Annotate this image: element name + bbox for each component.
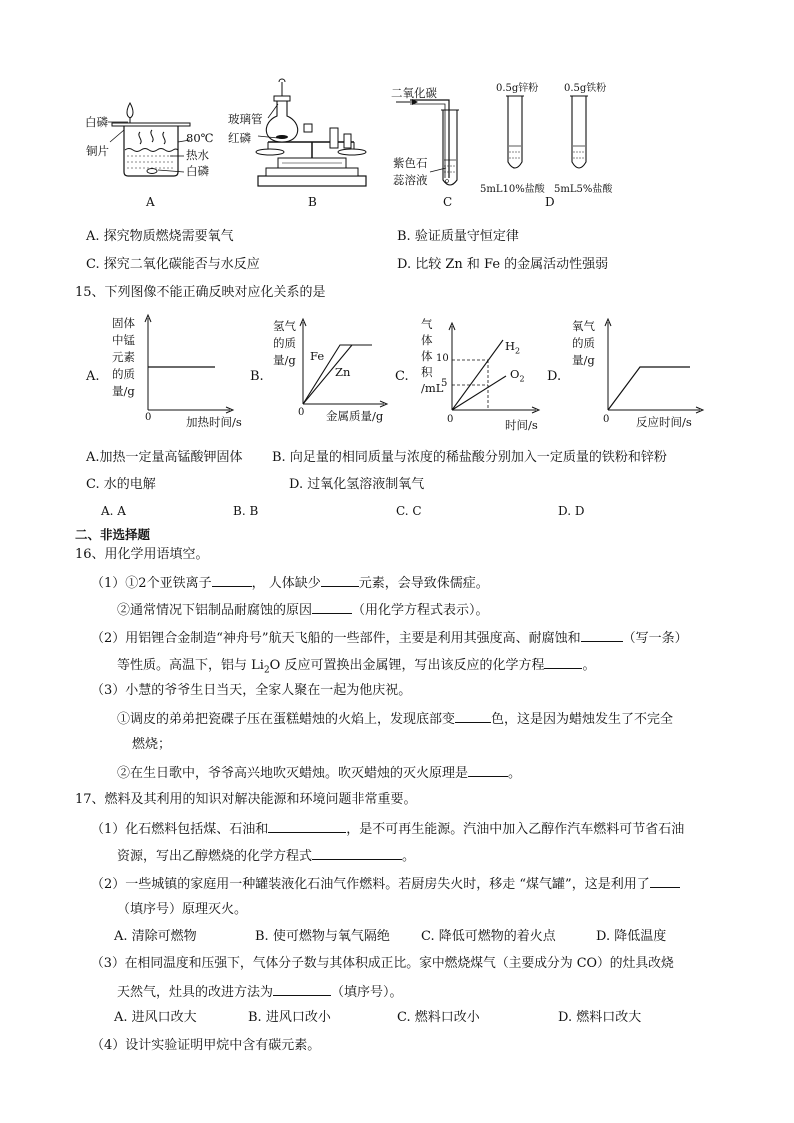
q16-part1a-text1: 2个亚铁离子 [138, 576, 212, 591]
label-boliguan: 玻璃管 [228, 112, 263, 126]
graph-d-xlabel: 反应时间/s [636, 415, 692, 429]
q16-part2-text2: （写一条） [622, 631, 688, 646]
graph-b-ylabel-line: 的质 [273, 336, 296, 350]
q17-part3-text2: （填序号）。 [331, 985, 403, 1000]
q17-part1-line1 [91, 819, 684, 839]
q17-part3-option-b: B. 进风口改小 [248, 1010, 331, 1025]
q16-part2-text4: O 反应可置换出金属锂，写出该反应的化学方程 [269, 658, 545, 673]
q17-part3-text1: 天然气，灶具的改进方法为 [117, 985, 274, 1000]
graph-d-ylabel-line: 的质 [572, 336, 595, 350]
q16-part3: （3）小慧的爷爷生日当天，全家人聚在一起为他庆祝。 [91, 683, 412, 698]
label-tongpian: 铜片 [86, 144, 109, 158]
graph-b-fe-label: Fe [310, 349, 325, 363]
q16-part3a-line1 [117, 709, 673, 729]
graph-b-origin: 0 [298, 407, 305, 418]
q17-part1-text1: （1）化石燃料包括煤、石油和 [91, 822, 269, 837]
q17-part4: （4）设计实验证明甲烷中含有碳元素。 [91, 1038, 321, 1053]
q16-part2-subscript: 2 [263, 665, 270, 676]
q15-desc-d: D. 过氧化氢溶液制氧气 [289, 477, 425, 492]
graph-c-ylabel-line: /mL [421, 381, 444, 395]
label-reshui: 热水 [186, 148, 209, 162]
graph-c-ylabel-line: 气 [421, 317, 433, 331]
graph-a-ylabel-line: 的质 [112, 367, 135, 381]
q17-part2-option-d: D. 降低温度 [596, 929, 667, 944]
section-2-heading: 二、非选择题 [75, 527, 151, 542]
label-ruiye: 蕊溶液 [393, 173, 428, 187]
label-bailin-top: 白磷 [85, 115, 108, 129]
answer-blank[interactable] [650, 874, 680, 888]
graph-d-ylabel-line: 量/g [572, 353, 595, 367]
q15-desc-a: A.加热一定量高锰酸钾固体 [86, 450, 243, 465]
q16-part3b-text2: 。 [508, 766, 522, 781]
q14-option-d: D. 比较 Zn 和 Fe 的金属活动性强弱 [397, 257, 609, 272]
answer-blank[interactable] [468, 763, 508, 777]
graph-b-ylabel-line: 氢气 [273, 319, 296, 333]
q15-choice-b: B. B [233, 504, 259, 518]
graph-a-letter: A. [86, 369, 100, 384]
q16-part2-text5: 。 [582, 658, 596, 673]
graph-c-tick-5: 5 [441, 378, 448, 389]
answer-blank[interactable] [544, 655, 582, 669]
q16-part3b-number: ② [117, 766, 131, 781]
q17-part1-text2: ，是不可再生能源。汽油中加入乙醇作汽车燃料可节省石油 [346, 822, 685, 837]
answer-blank[interactable] [581, 628, 623, 642]
q17-part3-line2 [117, 982, 403, 1002]
q16-part1a-text3: 元素，会导致侏儒症。 [358, 576, 489, 591]
q17-part2-text1: （2）一些城镇的家庭用一种罐装液化石油气作燃料。若厨房失火时，移走 “煤气罐”，这是利用了 [91, 877, 650, 892]
graph-d-axes [0, 0, 794, 440]
graph-c-letter: C. [395, 369, 409, 384]
q14-option-c: C. 探究二氧化碳能否与水反应 [86, 257, 260, 272]
q17-part1-text3: 资源，写出乙醇燃烧的化学方程式 [117, 849, 313, 864]
graph-d-ylabel [572, 318, 602, 369]
q17-part3-option-a: A. 进风口改大 [114, 1010, 197, 1025]
q14-option-a: A. 探究物质燃烧需要氧气 [86, 229, 234, 244]
q17-part3-option-c: C. 燃料口改小 [397, 1010, 480, 1025]
q16-part1a-text2: ， 人体缺少 [251, 576, 321, 591]
q16-part3a-text2: 色，这是因为蜡烛发生了不完全 [491, 712, 674, 727]
q16-part2-line2 [117, 655, 595, 680]
q16-part1b [117, 600, 489, 620]
q17-part2-option-a: A. 清除可燃物 [114, 929, 197, 944]
graph-d-origin: 0 [603, 414, 610, 425]
graph-b-ylabel-line: 量/g [273, 353, 296, 367]
label-bailin-bottom: 白磷 [186, 164, 209, 178]
graph-a-xlabel: 加热时间/s [186, 415, 242, 429]
label-iron: 0.5g铁粉 [564, 83, 607, 94]
answer-blank[interactable] [268, 819, 346, 833]
graph-a-ylabel-line: 量/g [112, 384, 135, 398]
graph-d-letter: D. [547, 369, 562, 384]
q16-part3a-line2: 燃烧； [132, 737, 172, 752]
q16-part1a-number: ① [125, 576, 139, 591]
graph-a-ylabel-line: 元素 [112, 350, 135, 364]
graph-c-o2-symbol: O [510, 367, 520, 381]
answer-blank[interactable] [321, 573, 359, 587]
q17-part1-text4: 。 [402, 849, 416, 864]
q14-option-b: B. 验证质量守恒定律 [397, 229, 519, 244]
graph-c-xlabel: 时间/s [505, 418, 538, 432]
q16-part2-text1: （2）用铝锂合金制造“神舟号”航天飞船的一些部件，主要是利用其强度高、耐腐蚀和 [91, 631, 581, 646]
q16-part3b [117, 763, 521, 783]
q16-stem: 16、用化学用语填空。 [75, 547, 209, 562]
q17-part1-line2 [117, 846, 415, 866]
answer-blank[interactable] [273, 982, 331, 996]
q16-part3a-text1: 调皮的弟弟把瓷碟子压在蛋糕蜡烛的火焰上，发现底部变 [130, 712, 456, 727]
label-acid2: 5mL5%盐酸 [554, 184, 613, 195]
q16-part2-text3: 等性质。高温下，铝与 Li [117, 658, 264, 673]
label-co2: 二氧化碳 [391, 86, 437, 100]
q16-part1a [91, 573, 489, 593]
q15-choice-c: C. C [396, 504, 422, 518]
graph-b-letter: B. [250, 369, 264, 384]
graph-b-zn-label: Zn [335, 365, 351, 379]
graph-c-origin: 0 [447, 414, 454, 425]
q17-part2-option-c: C. 降低可燃物的着火点 [421, 929, 556, 944]
graph-c-h2-subscript: 2 [515, 346, 521, 356]
q15-choice-d: D. D [558, 504, 585, 518]
figure-14b-letter: B [308, 195, 317, 209]
answer-blank[interactable] [312, 600, 352, 614]
figure-14c-letter: C [443, 195, 453, 209]
q15-desc-b: B. 向足量的相同质量与浓度的稀盐酸分别加入一定质量的铁粉和锌粉 [272, 450, 667, 465]
q17-part2-option-b: B. 使可燃物与氧气隔绝 [255, 929, 390, 944]
q16-part3a-number: ① [117, 712, 131, 727]
q15-desc-c: C. 水的电解 [86, 477, 156, 492]
q16-part1a-prefix: （1） [91, 576, 126, 591]
graph-a-ylabel-line: 中锰 [112, 333, 135, 347]
label-zise: 紫色石 [393, 156, 428, 170]
figure-14a-letter: A [146, 195, 155, 209]
label-temp: 80℃ [186, 131, 214, 145]
graph-c-ylabel-line: 积 [421, 365, 433, 379]
answer-blank[interactable] [212, 573, 252, 587]
q17-stem: 17、燃料及其利用的知识对解决能源和环境问题非常重要。 [75, 792, 417, 807]
graph-c-ylabel-line: 体 [421, 333, 433, 347]
q17-part3-line1: （3）在相同温度和压强下，气体分子数与其体积成正比。家中燃烧煤气（主要成分为 CO）的灶具改烧 [91, 956, 674, 971]
graph-d-ylabel-line: 氧气 [572, 319, 595, 333]
q17-part3-option-d: D. 燃料口改大 [558, 1010, 642, 1025]
q16-part3b-text1: 在生日歌中，爷爷高兴地吹灭蜡烛。吹灭蜡烛的灭火原理是 [130, 766, 469, 781]
q16-part1b-number: ② [117, 603, 131, 618]
graph-c-tick-10: 10 [436, 353, 449, 364]
q15-choice-a: A. A [101, 504, 126, 518]
answer-blank[interactable] [312, 846, 402, 860]
graph-c-ylabel-line: 体 [421, 349, 433, 363]
label-honglin: 红磷 [228, 131, 251, 145]
q16-part1b-text1: 通常情况下铝制品耐腐蚀的原因 [130, 603, 313, 618]
q16-part2-line1 [91, 628, 688, 648]
answer-blank[interactable] [455, 709, 491, 723]
graph-c-h2-symbol: H [505, 339, 516, 353]
q17-part2-line1 [91, 874, 680, 894]
graph-c-o2-subscript: 2 [519, 374, 525, 384]
graph-a-origin: 0 [145, 412, 152, 423]
label-zinc: 0.5g锌粉 [496, 83, 539, 94]
q17-part2-line2: （填序号）原理灭火。 [117, 902, 248, 917]
q16-part1b-text2: （用化学方程式表示）。 [352, 603, 489, 618]
q15-stem: 15、下列图像不能正确反映对应化关系的是 [75, 285, 326, 300]
graph-b-xlabel: 金属质量/g [326, 409, 384, 423]
label-acid1: 5mL10%盐酸 [480, 184, 545, 195]
figure-14d-letter: D [545, 195, 555, 209]
graph-d-curve [608, 367, 690, 410]
graph-a-ylabel-line: 固体 [112, 316, 135, 330]
